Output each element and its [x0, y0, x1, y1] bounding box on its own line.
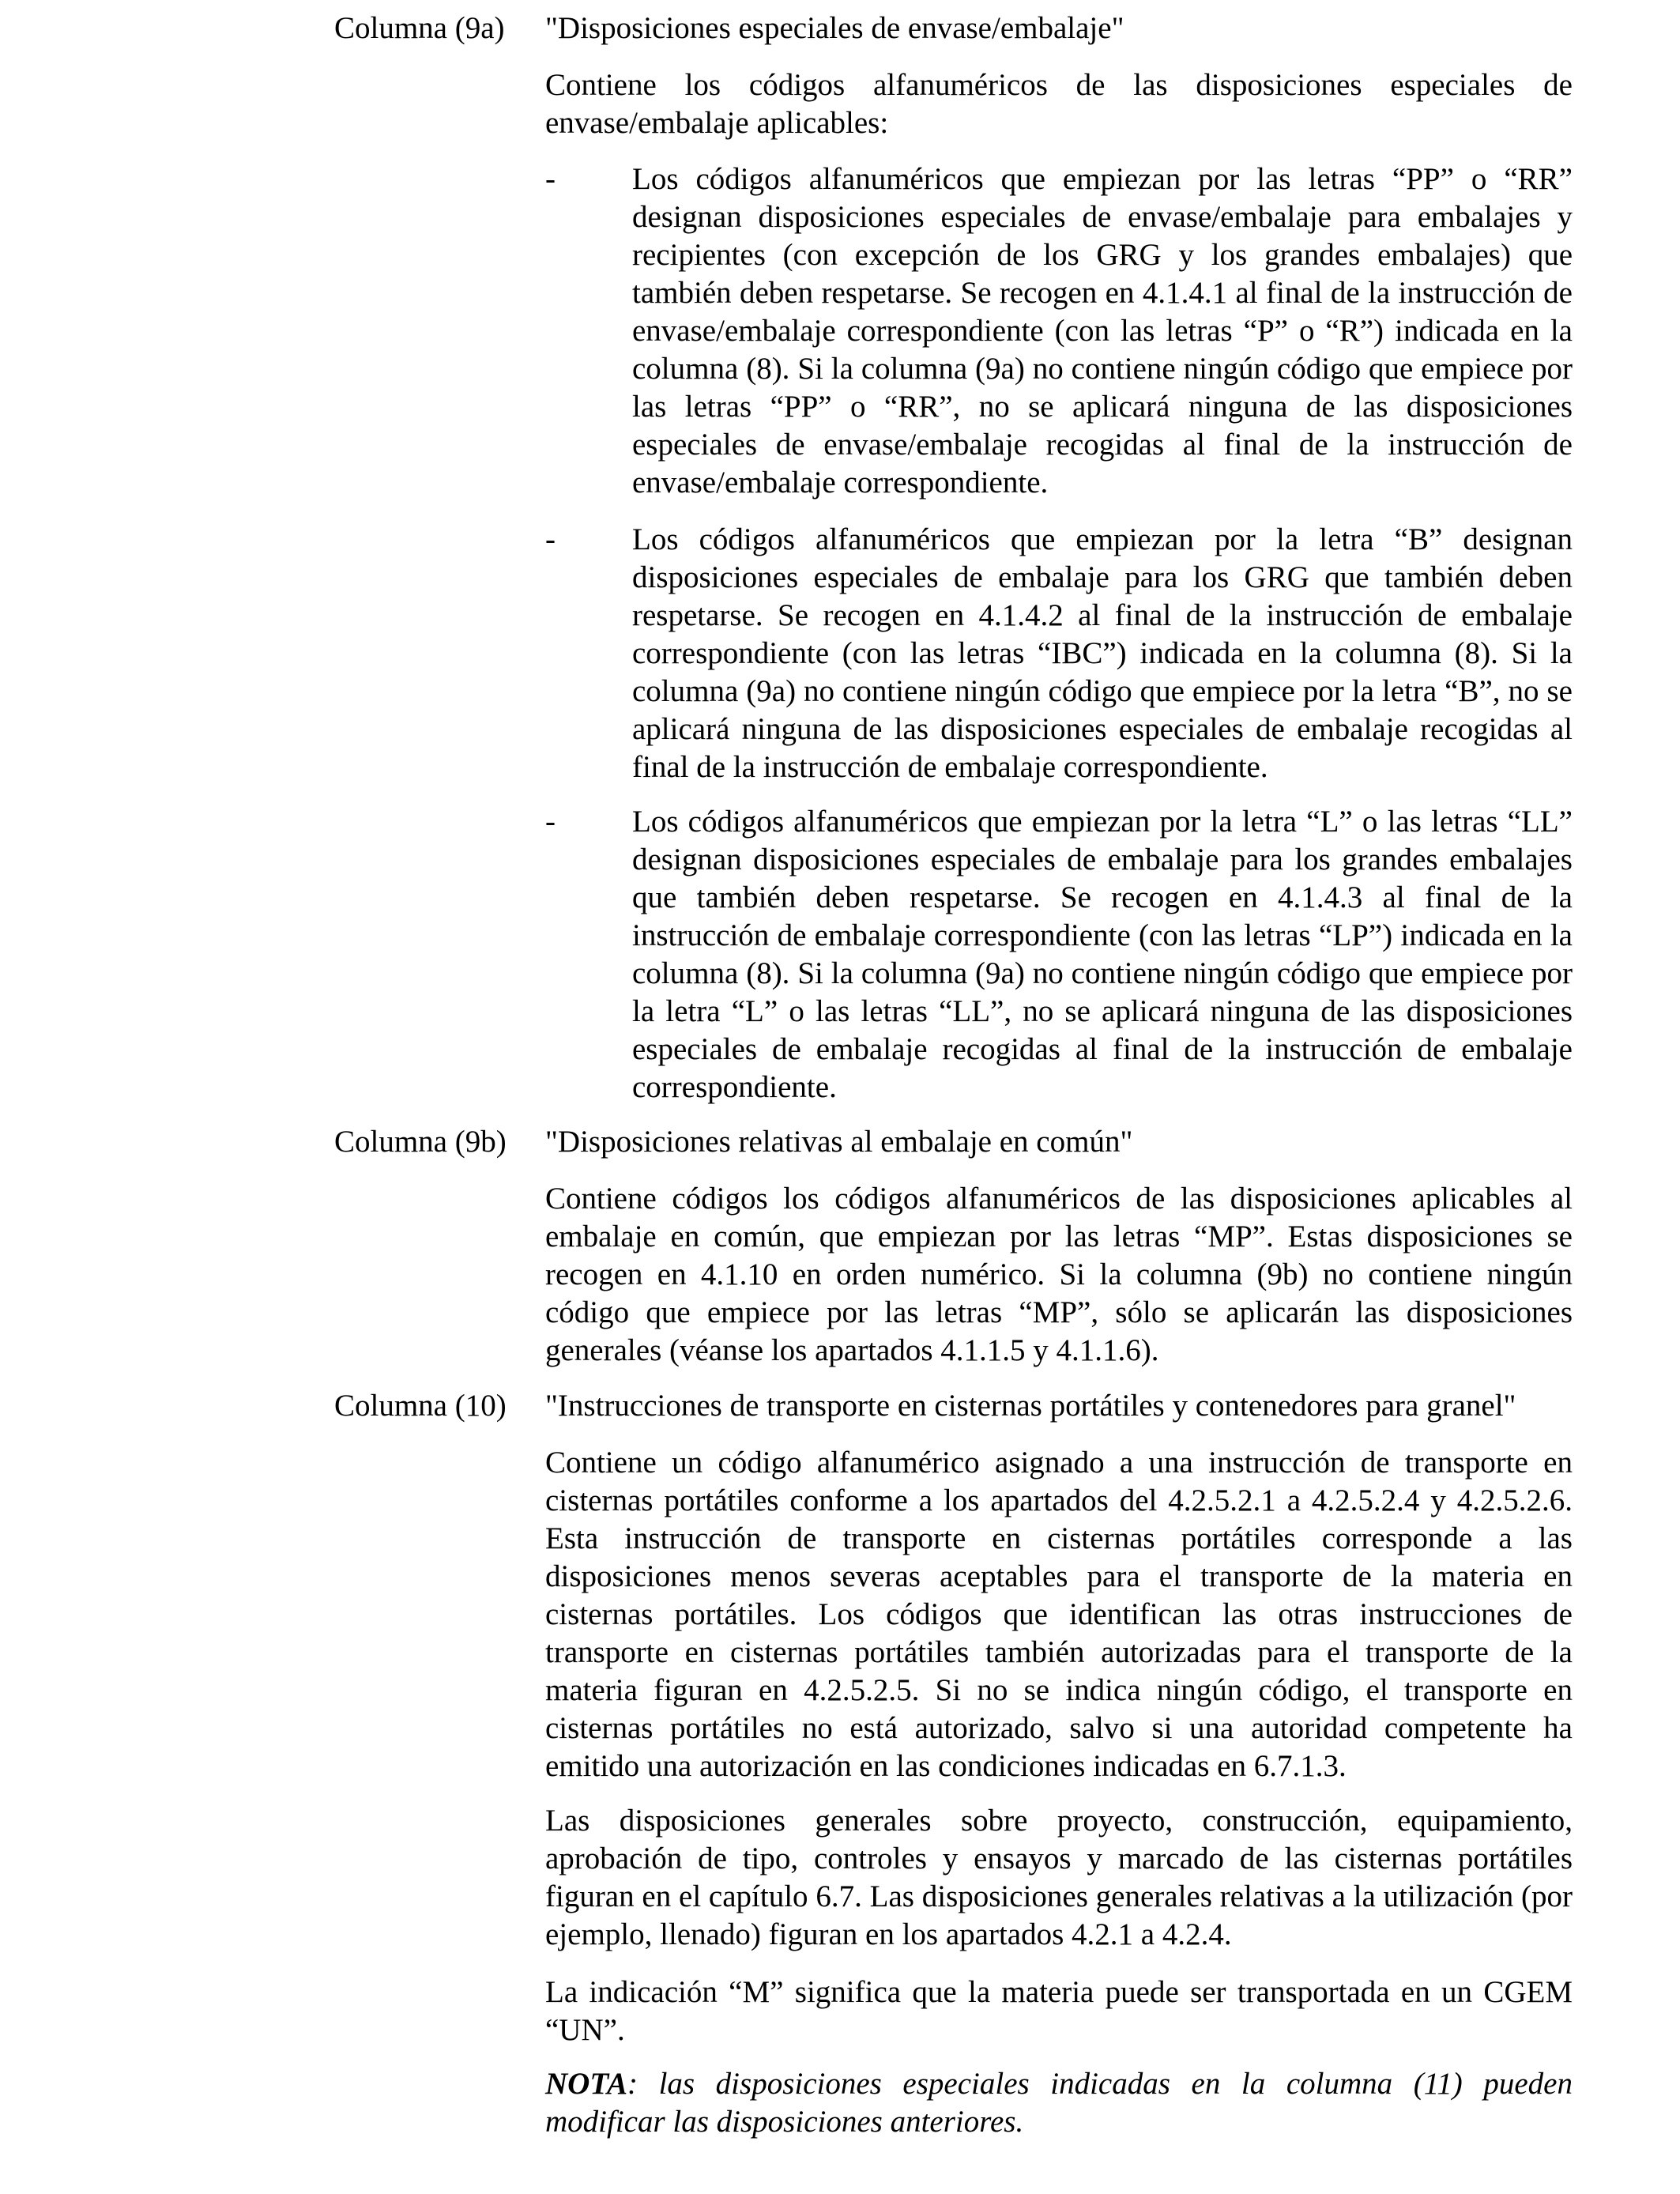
bullet-dash: -	[545, 522, 556, 556]
column-10-paragraph-1: Contiene un código alfanumérico asignado a una instrucción de transporte en cisternas portátiles conforme a los apartados del 4.2.5.2.1 a 4.2.5.2.4 y 4.2.5.2.6. Esta instrucción de transporte en cisternas portátiles corresponde a las disposiciones menos severas aceptables para el transporte de la materia en cisternas portátiles. Los códigos que identifican las otras instrucciones de transporte en cisternas portátiles también autorizadas para el transporte de la materia figuran en 4.2.5.2.5. Si no se indica ningún código, el transporte en cisternas portátiles no está autorizado, salvo si una autoridad competente ha emitido una autorización en las condiciones indicadas en 6.7.1.3.	[545, 1446, 1573, 1783]
column-9a-bullet-pp-rr: Los códigos alfanuméricos que empiezan por las letras “PP” o “RR” designan disposiciones especiales de envase/embalaje para embalajes y recipientes (con excepción de los GRG y los grandes embalajes) que también deben respetarse. Se recogen en 4.1.4.1 al final de la instrucción de envase/embalaje correspondiente (con las letras “P” o “R”) indicada en la columna (8). Si la columna (9a) no contiene ningún código que empiece por las letras “PP” o “RR”, no se aplicará ninguna de las disposiciones especiales de envase/embalaje recogidas al final de la instrucción de envase/embalaje correspondiente.	[632, 162, 1573, 499]
column-10-note	[545, 2065, 1573, 2141]
column-heading-9b: "Disposiciones relativas al embalaje en común"	[545, 1125, 1133, 1159]
column-9b-paragraph: Contiene códigos los códigos alfanuméricos de las disposiciones aplicables al embalaje en común, que empiezan por las letras “MP”. Estas disposiciones se recogen en 4.1.10 en orden numérico. Si la columna (9b) no contiene ningún código que empiece por las letras “MP”, sólo se aplicarán las disposiciones generales (véanse los apartados 4.1.1.5 y 4.1.1.6).	[545, 1182, 1573, 1367]
column-heading-10: "Instrucciones de transporte en cisternas portátiles y contenedores para granel"	[545, 1389, 1516, 1423]
note-label: NOTA	[545, 2067, 628, 2101]
column-9a-bullet-b: Los códigos alfanuméricos que empiezan por la letra “B” designan disposiciones especiales de embalaje para los GRG que también deben respetarse. Se recogen en 4.1.4.2 al final de la instrucción de embalaje correspondiente (con las letras “IBC”) indicada en la columna (8). Si la columna (9a) no contiene ningún código que empiece por la letra “B”, no se aplicará ninguna de las disposiciones especiales de embalaje recogidas al final de la instrucción de embalaje correspondiente.	[632, 522, 1573, 784]
column-9a-intro: Contiene los códigos alfanuméricos de las disposiciones especiales de envase/embalaje aplicables:	[545, 68, 1573, 140]
column-heading-9a: "Disposiciones especiales de envase/embalaje"	[545, 11, 1124, 45]
column-9a-bullet-l-ll: Los códigos alfanuméricos que empiezan por la letra “L” o las letras “LL” designan disposiciones especiales de embalaje para los grandes embalajes que también deben respetarse. Se recogen en 4.1.4.3 al final de la instrucción de embalaje correspondiente (con las letras “LP”) indicada en la columna (8). Si la columna (9a) no contiene ningún código que empiece por la letra “L” o las letras “LL”, no se aplicará ninguna de las disposiciones especiales de embalaje recogidas al final de la instrucción de embalaje correspondiente.	[632, 805, 1573, 1104]
bullet-dash: -	[545, 162, 556, 196]
column-10-paragraph-2: Las disposiciones generales sobre proyecto, construcción, equipamiento, aprobación de tipo, controles y ensayos y marcado de las cisternas portátiles figuran en el capítulo 6.7. Las disposiciones generales relativas a la utilización (por ejemplo, llenado) figuran en los apartados 4.2.1 a 4.2.4.	[545, 1804, 1573, 1951]
column-label-9b: Columna (9b)	[334, 1125, 507, 1159]
column-label-10: Columna (10)	[334, 1389, 507, 1423]
column-10-paragraph-3: La indicación “M” significa que la materia puede ser transportada en un CGEM “UN”.	[545, 1975, 1573, 2047]
column-label-9a: Columna (9a)	[334, 11, 505, 45]
note-text: : las disposiciones especiales indicadas en la columna (11) pueden modificar las disposiciones anteriores.	[545, 2067, 1573, 2139]
bullet-dash: -	[545, 805, 556, 839]
